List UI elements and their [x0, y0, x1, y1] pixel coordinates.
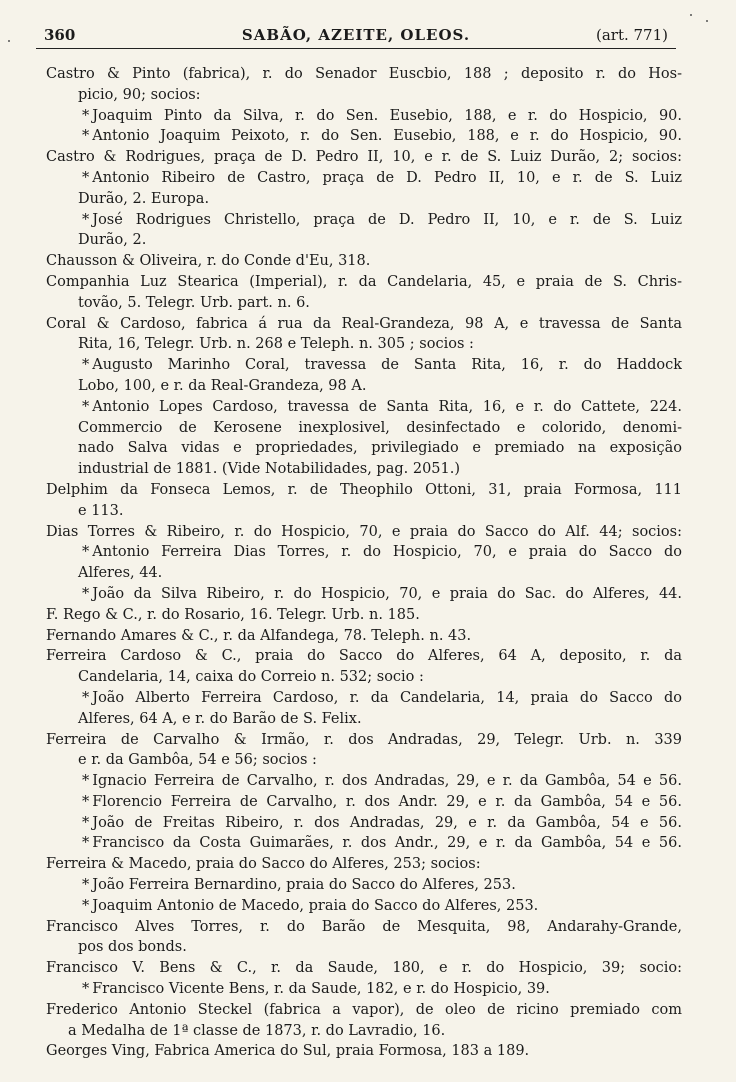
entry-line: Ferreira & Macedo, praia do Sacco do Alferes, 253; socios:: [46, 856, 481, 873]
partner-line: * Joaquim Pinto da Silva, r. do Sen. Eusebio, 188, e r. do Hospicio, 90.: [46, 106, 682, 127]
entry-line: Delphim da Fonseca Lemos, r. de Theophilo Ottoni, 31, praia Formosa, 111: [46, 481, 682, 498]
partner-line: * José Rodrigues Christello, praça de D. Pedro II, 10, e r. de S. Luiz: [46, 210, 682, 231]
entry-line: Fernando Amares & C., r. da Alfandega, 78. Teleph. n. 43.: [46, 627, 472, 644]
entry-line: Dias Torres & Ribeiro, r. do Hospicio, 70, e praia do Sacco do Alf. 44; socios:: [46, 523, 682, 540]
entry-line: Francisco Alves Torres, r. do Barão de Mesquita, 98, Andarahy-Grande,: [46, 918, 682, 935]
partner-line: * Florencio Ferreira de Carvalho, r. dos Andr. 29, e r. da Gambôa, 54 e 56.: [46, 792, 682, 813]
partner-line: * Antonio Ribeiro de Castro, praça de D. Pedro II, 10, e r. de S. Luiz: [46, 168, 682, 189]
partner-line: * Augusto Marinho Coral, travessa de Santa Rita, 16, r. do Haddock: [46, 355, 682, 376]
page-number: 360: [44, 26, 76, 44]
entry-line: Georges Ving, Fabrica America do Sul, praia Formosa, 183 a 189.: [46, 1043, 530, 1060]
entry-continuation-line: pos dos bonds.: [78, 939, 187, 956]
directory-entries: [46, 64, 682, 1062]
partner-line: * Francisco Vicente Bens, r. da Saude, 182, e r. do Hospicio, 39.: [46, 979, 682, 1000]
running-header: [36, 22, 676, 49]
entry-line: Castro & Pinto (fabrica), r. do Senador Euscbio, 188 ; deposito r. do Hos-: [46, 66, 682, 82]
entry-continuation-line: e 113.: [78, 502, 124, 519]
page-title: SABÃO, AZEITE, OLEOS.: [241, 26, 471, 44]
entry-continuation-line: e r. da Gambôa, 54 e 56; socios :: [78, 752, 317, 769]
entry-continuation-line: nado Salva vidas e propriedades, privilegiado e premiado na exposição: [78, 440, 682, 457]
entry-line: Coral & Cardoso, fabrica á rua da Real-Grandeza, 98 A, e travessa de Santa: [46, 315, 682, 332]
entry-line: Frederico Antonio Steckel (fabrica a vapor), de oleo de ricino premiado com: [46, 1001, 682, 1018]
partner-line: * Joaquim Antonio de Macedo, praia do Sacco do Alferes, 253.: [46, 896, 682, 917]
partner-line: * João da Silva Ribeiro, r. do Hospicio, 70, e praia do Sac. do Alferes, 44.: [46, 584, 682, 605]
entry-continuation-line: picio, 90; socios:: [78, 86, 201, 103]
entry-line: Companhia Luz Stearica (Imperial), r. da Candelaria, 45, e praia de S. Chris-: [46, 273, 682, 290]
entry-continuation-line: industrial de 1881. (Vide Notabilidades, pag. 2051.): [78, 461, 461, 478]
partner-line: * Antonio Ferreira Dias Torres, r. do Hospicio, 70, e praia do Sacco do: [46, 542, 682, 563]
partner-line: * Antonio Joaquim Peixoto, r. do Sen. Eusebio, 188, e r. do Hospicio, 90.: [46, 126, 682, 147]
entry-continuation-line: Rita, 16, Telegr. Urb. n. 268 e Teleph. n. 305 ; socios :: [78, 336, 474, 353]
entry-continuation-line: Lobo, 100, e r. da Real-Grandeza, 98 A.: [78, 377, 367, 394]
entry-continuation-line: a Medalha de 1ª classe de 1873, r. do Lavradio, 16.: [68, 1022, 446, 1039]
entry-line: Castro & Rodrigues, praça de D. Pedro II, 10, e r. de S. Luiz Durão, 2; socios:: [46, 149, 682, 166]
partner-line: * João Alberto Ferreira Cardoso, r. da Candelaria, 14, praia do Sacco do: [46, 688, 682, 709]
entry-line: Francisco V. Bens & C., r. da Saude, 180, e r. do Hospicio, 39; socio:: [46, 960, 682, 977]
entry-continuation-line: tovão, 5. Telegr. Urb. part. n. 6.: [78, 294, 310, 311]
entry-continuation-line: Commercio de Kerosene inexplosivel, desinfectado e colorido, denomi-: [78, 419, 682, 436]
entry-line: Ferreira Cardoso & C., praia do Sacco do Alferes, 64 A, deposito, r. da: [46, 648, 682, 665]
partner-line: * Ignacio Ferreira de Carvalho, r. dos Andradas, 29, e r. da Gambôa, 54 e 56.: [46, 771, 682, 792]
partner-line: * Francisco da Costa Guimarães, r. dos Andr., 29, e r. da Gambôa, 54 e 56.: [46, 833, 682, 854]
partner-line: * Antonio Lopes Cardoso, travessa de Santa Rita, 16, e r. do Cattete, 224.: [46, 397, 682, 418]
entry-continuation-line: Alferes, 44.: [78, 565, 163, 582]
entry-line: Ferreira de Carvalho & Irmão, r. dos Andradas, 29, Telegr. Urb. n. 339: [46, 731, 682, 748]
partner-line: * João de Freitas Ribeiro, r. dos Andradas, 29, e r. da Gambôa, 54 e 56.: [46, 813, 682, 834]
entry-continuation-line: Durão, 2.: [78, 232, 147, 249]
print-speck: [690, 14, 692, 16]
partner-line: * João Ferreira Bernardino, praia do Sacco do Alferes, 253.: [46, 875, 682, 896]
entry-continuation-line: Candelaria, 14, caixa do Correio n. 532; socio :: [78, 669, 424, 686]
article-reference: (art. 771): [595, 26, 668, 44]
entry-line: F. Rego & C., r. do Rosario, 16. Telegr. Urb. n. 185.: [46, 606, 420, 623]
entry-continuation-line: Alferes, 64 A, e r. do Barão de S. Felix.: [78, 710, 362, 727]
print-speck: [706, 20, 708, 22]
entry-continuation-line: Durão, 2. Europa.: [78, 190, 210, 207]
entry-line: Chausson & Oliveira, r. do Conde d'Eu, 318.: [46, 253, 371, 270]
print-speck: [8, 40, 10, 42]
